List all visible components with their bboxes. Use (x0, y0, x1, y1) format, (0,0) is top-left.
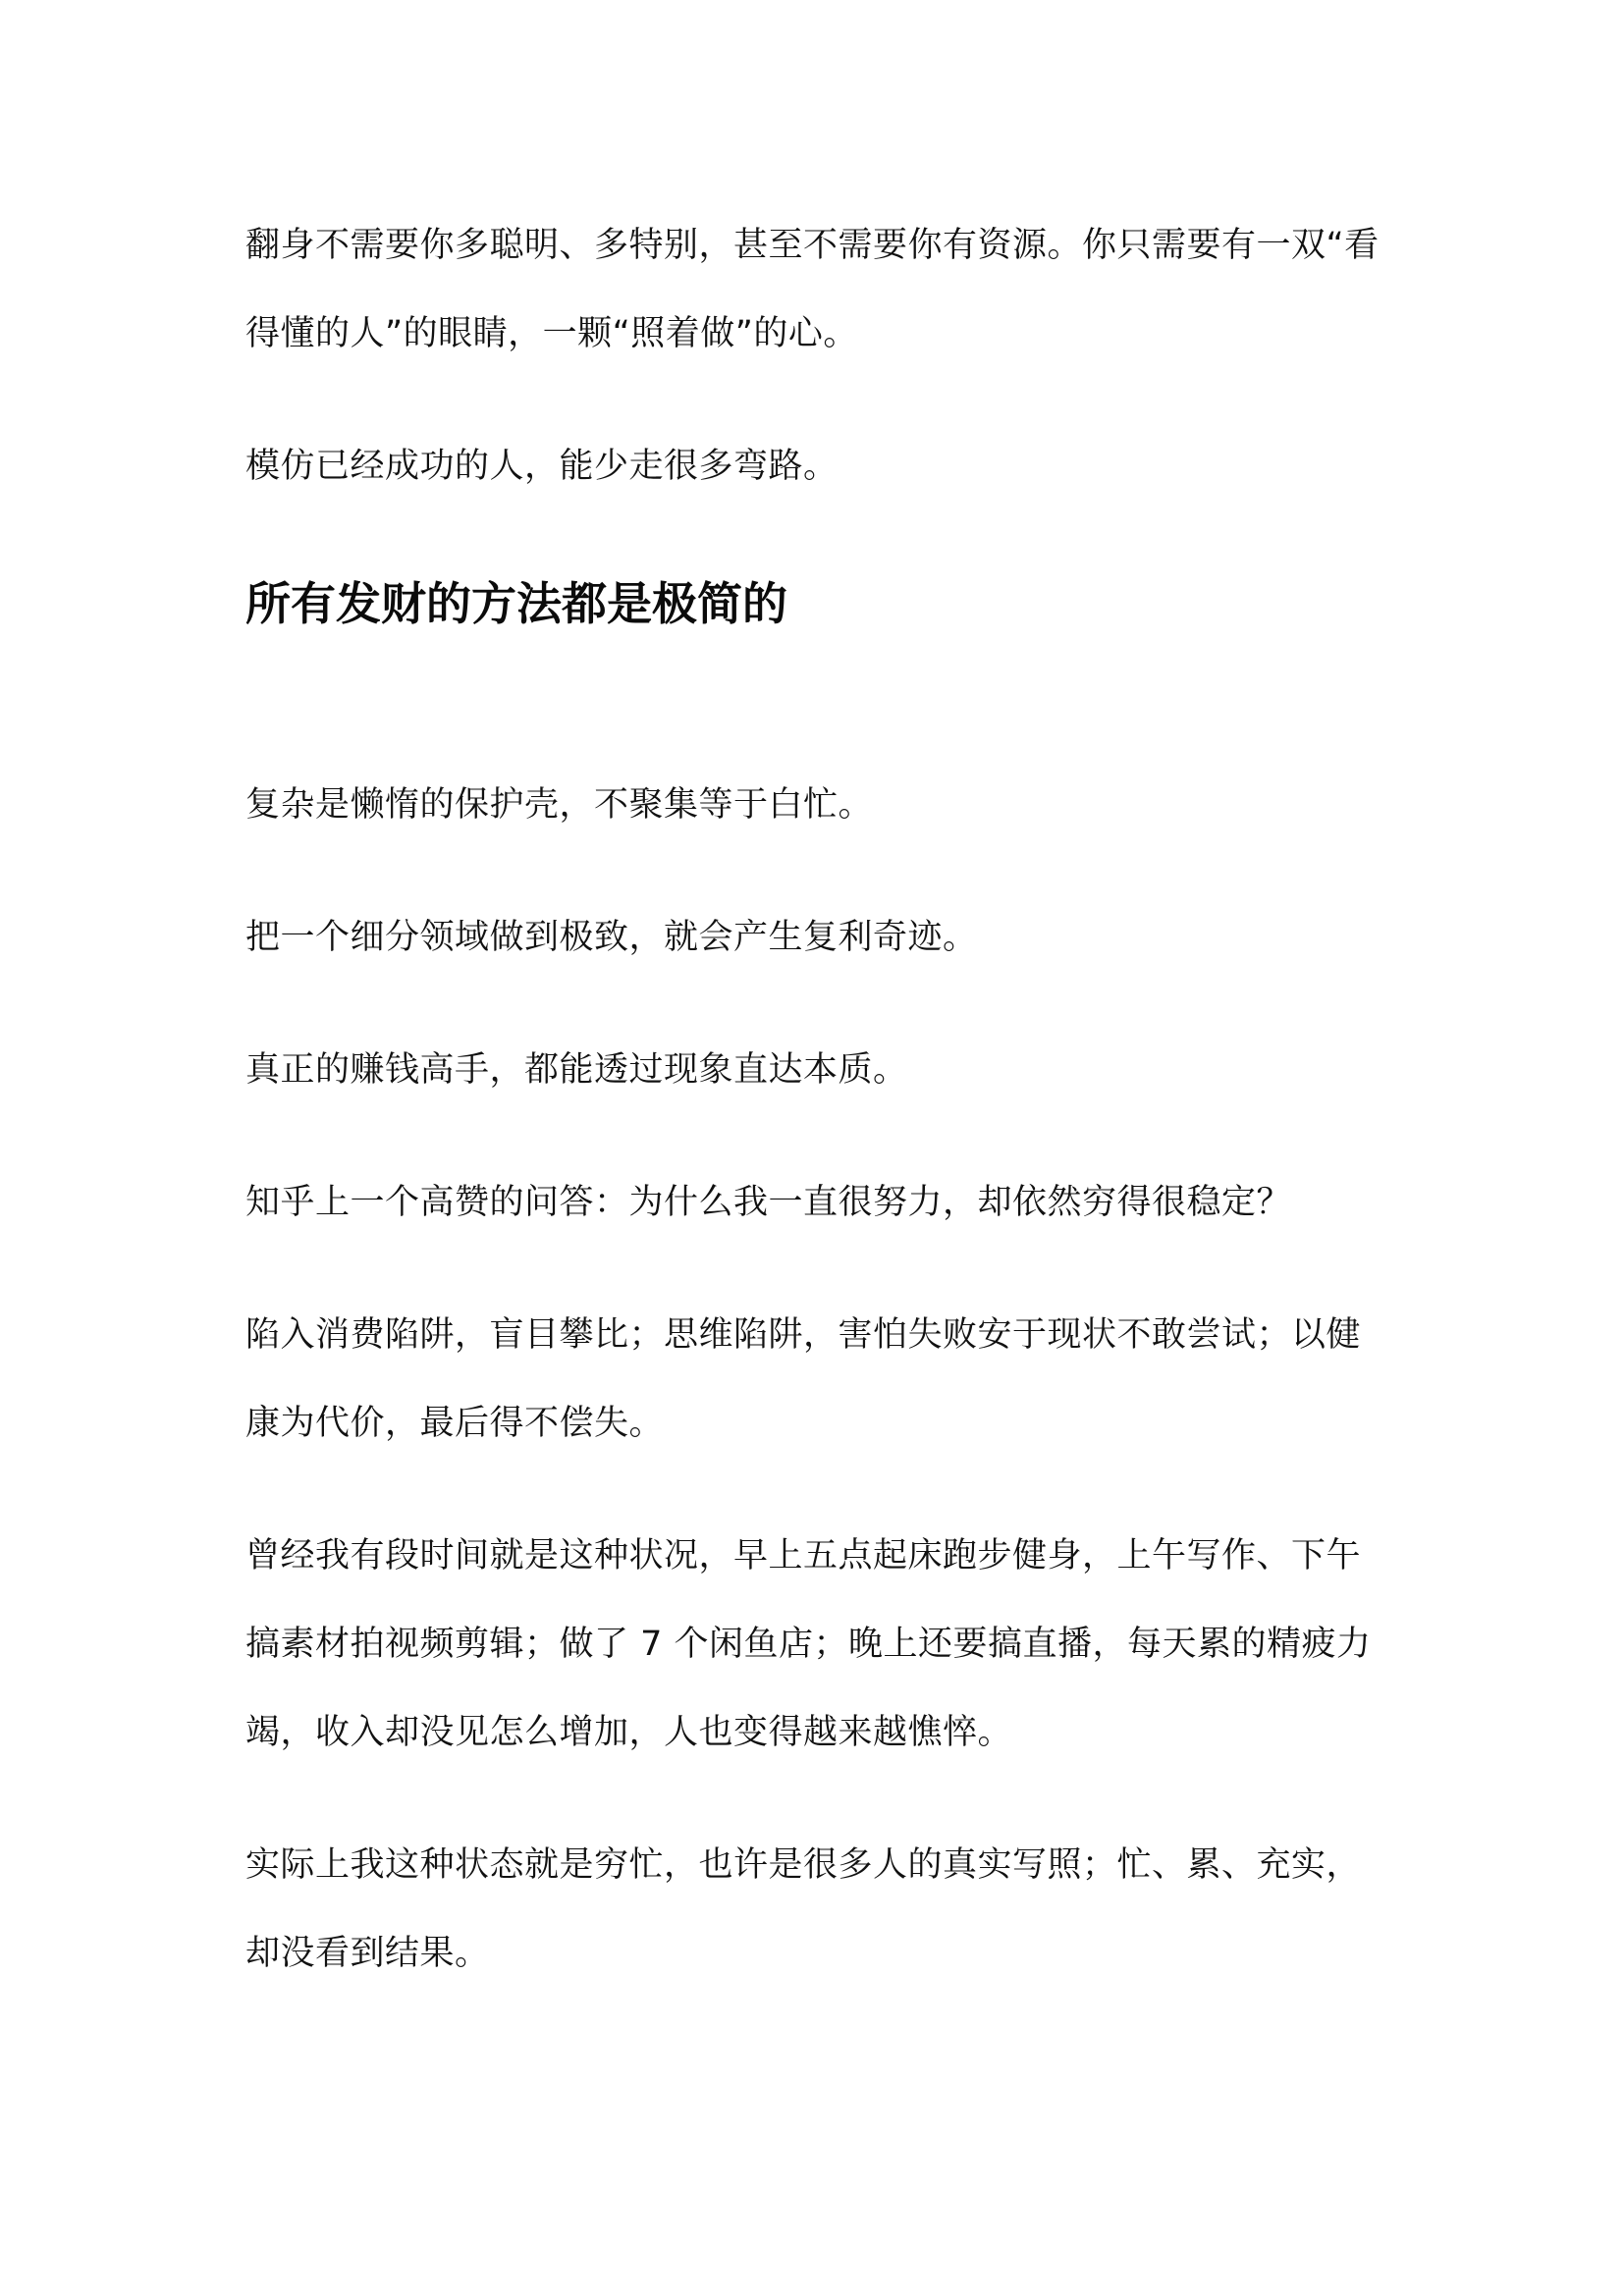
paragraph-line: 陷入消费陷阱，盲目攀比；思维陷阱，害怕失败安于现状不敢尝试；以健 (245, 1315, 1362, 1355)
paragraph-line: 翻身不需要你多聪明、多特别，甚至不需要你有资源。你只需要有一双“看 (245, 226, 1380, 265)
paragraph-line: 曾经我有段时间就是这种状况，早上五点起床跑步健身，上午写作、下午 (245, 1536, 1362, 1575)
section-heading: 所有发财的方法都是极简的 (245, 577, 787, 630)
paragraph-4 (245, 893, 1394, 982)
paragraph-line: 得懂的人”的眼睛，一颗“照着做”的心。 (245, 314, 858, 353)
paragraph-line: 竭，收入却没见怎么增加，人也变得越来越憔悴。 (245, 1713, 1013, 1752)
paragraph-line: 知乎上一个高赞的问答：为什么我一直很努力，却依然穷得很稳定？ (245, 1183, 1292, 1222)
paragraph-7 (245, 1291, 1394, 1468)
paragraph-line: 复杂是懒惰的保护壳，不聚集等于白忙。 (245, 785, 874, 825)
paragraph-line: 康为代价，最后得不偿失。 (245, 1404, 665, 1443)
paragraph-5 (245, 1026, 1394, 1114)
paragraph-line: 模仿已经成功的人，能少走很多弯路。 (245, 447, 839, 486)
paragraph-6 (245, 1158, 1394, 1247)
paragraph-9 (245, 1821, 1394, 1998)
paragraph-line: 真正的赚钱高手，都能透过现象直达本质。 (245, 1050, 908, 1090)
paragraph-line: 却没看到结果。 (245, 1934, 490, 1973)
paragraph-line: 把一个细分领域做到极致，就会产生复利奇迹。 (245, 918, 978, 957)
paragraph-line: 搞素材拍视频剪辑；做了 7 个闲鱼店；晚上还要搞直播，每天累的精疲力 (245, 1625, 1372, 1664)
paragraph-3 (245, 761, 1394, 849)
paragraph-8 (245, 1512, 1394, 1777)
paragraph-line: 实际上我这种状态就是穷忙，也许是很多人的真实写照；忙、累、充实， (245, 1845, 1362, 1885)
paragraph-2 (245, 422, 1394, 510)
paragraph-1 (245, 201, 1394, 378)
